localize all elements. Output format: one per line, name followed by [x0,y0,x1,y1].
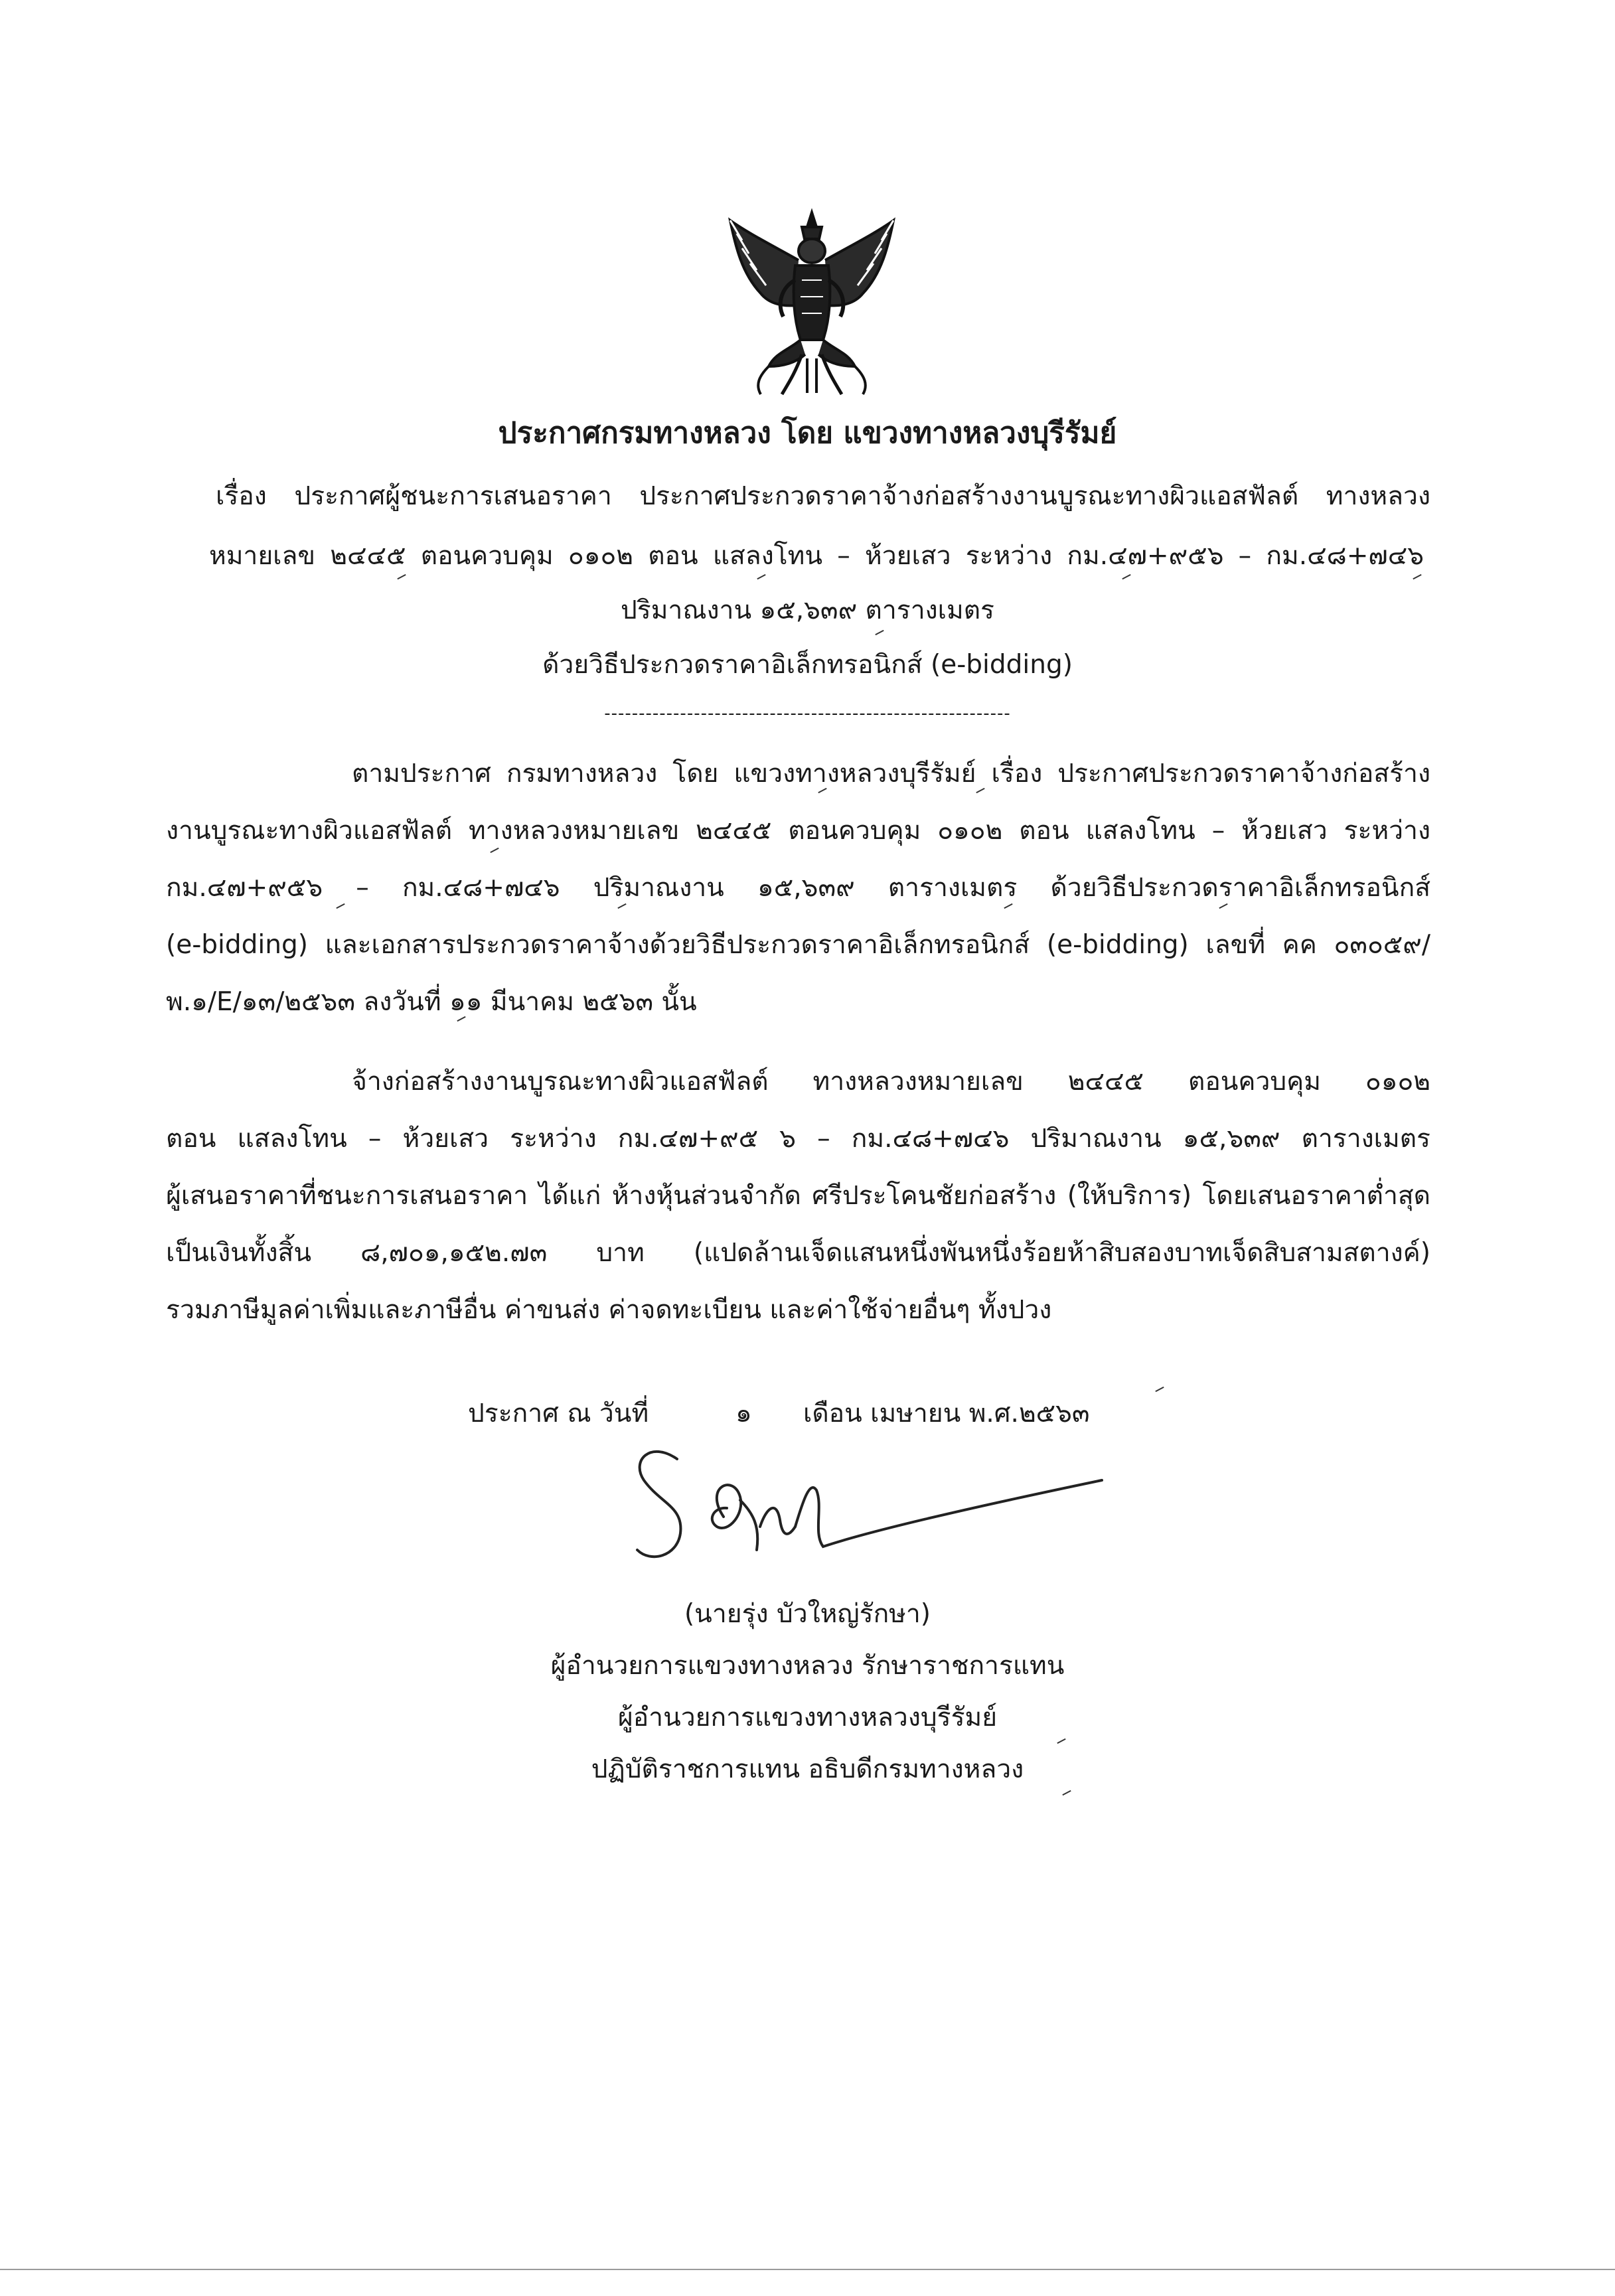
section-divider: ----------------------------------------------------------- [604,704,1011,724]
proof-mark [1057,1738,1065,1744]
paragraph-1-line-2: งานบูรณะทางผิวแอสฟัลต์ ทางหลวงหมายเลข ๒๔๔๕ ตอนควบคุม ๐๑๐๒ ตอน แสลงโทน – ห้วยเสว ระหว่าง [166,816,1430,846]
paragraph-1-line-1: ตามประกาศ กรมทางหลวง โดย แขวงทางหลวงบุรีรัมย์ เรื่อง ประกาศประกวดราคาจ้างก่อสร้าง [352,759,1430,789]
signatory-position-2: ผู้อำนวยการแขวงทางหลวงบุรีรัมย์ [617,1703,998,1732]
announcement-day: ๑ [735,1399,752,1428]
subject-line-4: ด้วยวิธีประกวดราคาอิเล็กทรอนิกส์ (e-bidding) [542,650,1073,680]
subject-line-1: เรื่อง ประกาศผู้ชนะการเสนอราคา ประกาศประกวดราคาจ้างก่อสร้างงานบูรณะทางผิวแอสฟัลต์ ทางหลวง [216,481,1430,511]
page-title: ประกาศกรมทางหลวง โดย แขวงทางหลวงบุรีรัมย์ [498,416,1117,450]
paragraph-2-line-3: ผู้เสนอราคาที่ชนะการเสนอราคา ได้แก่ ห้างหุ้นส่วนจำกัด ศรีประโคนชัยก่อสร้าง (ให้บริการ) โดยเสนอราคาต่ำสุด [166,1181,1430,1211]
proof-mark [1062,1790,1071,1796]
garuda-emblem [722,207,901,400]
paragraph-2-line-1: จ้างก่อสร้างงานบูรณะทางผิวแอสฟัลต์ ทางหลวงหมายเลข ๒๔๔๕ ตอนควบคุม ๐๑๐๒ [352,1067,1430,1097]
signatory-name: (นายรุ่ง บัวใหญ่รักษา) [684,1599,931,1629]
paragraph-1-line-4: (e-bidding) และเอกสารประกวดราคาจ้างด้วยวิธีประกวดราคาอิเล็กทรอนิกส์ (e-bidding) เลขที่ คค ๐๓๐๕๙/ [166,930,1430,960]
paragraph-1-line-3: กม.๔๗+๙๕๖ – กม.๔๘+๗๔๖ ปริมาณงาน ๑๕,๖๓๙ ตารางเมตร ด้วยวิธีประกวดราคาอิเล็กทรอนิกส์ [166,873,1430,903]
proof-mark [875,630,884,635]
subject-line-2: หมายเลข ๒๔๔๕ ตอนควบคุม ๐๑๐๒ ตอน แสลงโทน – ห้วยเสว ระหว่าง กม.๔๗+๙๕๖ – กม.๔๘+๗๔๖ [209,541,1424,571]
subject-line-3: ปริมาณงาน ๑๕,๖๓๙ ตารางเมตร [621,595,994,625]
page-bottom-edge [0,2269,1615,2270]
signatory-position-3: ปฏิบัติราชการแทน อธิบดีกรมทางหลวง [591,1754,1024,1784]
handwritten-signature [624,1434,1115,1593]
paragraph-2-line-2: ตอน แสลงโทน – ห้วยเสว ระหว่าง กม.๔๗+๙๕ ๖ – กม.๔๘+๗๔๖ ปริมาณงาน ๑๕,๖๓๙ ตารางเมตร [166,1124,1430,1154]
paragraph-2-line-5: รวมภาษีมูลค่าเพิ่มและภาษีอื่น ค่าขนส่ง ค่าจดทะเบียน และค่าใช้จ่ายอื่นๆ ทั้งปวง [166,1295,1052,1325]
announcement-prefix: ประกาศ ณ วันที่ [468,1399,649,1428]
announcement-month-year: เดือน เมษายน พ.ศ.๒๕๖๓ [803,1399,1090,1428]
signatory-position-1: ผู้อำนวยการแขวงทางหลวง รักษาราชการแทน [550,1651,1065,1681]
proof-mark [1155,1387,1164,1392]
paragraph-1-line-5: พ.๑/E/๑๓/๒๕๖๓ ลงวันที่ ๑๑ มีนาคม ๒๕๖๓ นั้น [166,987,697,1017]
paragraph-2-line-4: เป็นเงินทั้งสิ้น ๘,๗๐๑,๑๕๒.๗๓ บาท (แปดล้านเจ็ดแสนหนึ่งพันหนึ่งร้อยห้าสิบสองบาทเจ็ดสิบสามสตางค์) [166,1238,1430,1268]
